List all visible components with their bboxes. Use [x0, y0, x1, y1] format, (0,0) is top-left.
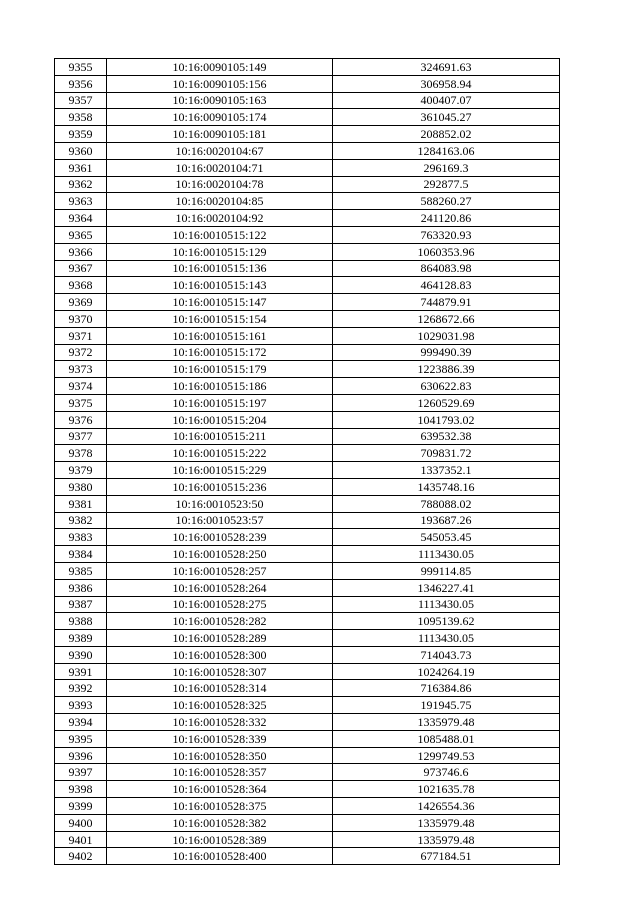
row-number-cell: 9356 [55, 75, 107, 92]
cadastral-number-cell: 10:16:0010515:122 [107, 226, 333, 243]
row-number-cell: 9384 [55, 546, 107, 563]
value-cell: 999490.39 [333, 344, 560, 361]
cadastral-number-cell: 10:16:0020104:85 [107, 193, 333, 210]
table-row [55, 226, 560, 243]
value-cell: 714043.73 [333, 646, 560, 663]
cadastral-number-cell: 10:16:0010515:161 [107, 327, 333, 344]
value-cell: 306958.94 [333, 75, 560, 92]
table-row [55, 411, 560, 428]
cadastral-number-cell: 10:16:0090105:149 [107, 59, 333, 76]
value-cell: 1337352.1 [333, 462, 560, 479]
row-number-cell: 9393 [55, 697, 107, 714]
cadastral-number-cell: 10:16:0090105:174 [107, 109, 333, 126]
cadastral-number-cell: 10:16:0010528:357 [107, 764, 333, 781]
value-cell: 763320.93 [333, 226, 560, 243]
table-row [55, 764, 560, 781]
table-row [55, 243, 560, 260]
value-cell: 1060353.96 [333, 243, 560, 260]
cadastral-number-cell: 10:16:0010515:229 [107, 462, 333, 479]
table-row [55, 109, 560, 126]
cadastral-number-cell: 10:16:0010528:257 [107, 562, 333, 579]
table-row [55, 512, 560, 529]
table-row [55, 142, 560, 159]
value-cell: 193687.26 [333, 512, 560, 529]
row-number-cell: 9362 [55, 176, 107, 193]
row-number-cell: 9366 [55, 243, 107, 260]
table-body [55, 59, 560, 865]
table-row [55, 59, 560, 76]
row-number-cell: 9401 [55, 831, 107, 848]
value-cell: 639532.38 [333, 428, 560, 445]
cadastral-number-cell: 10:16:0010515:236 [107, 478, 333, 495]
table-row [55, 613, 560, 630]
row-number-cell: 9379 [55, 462, 107, 479]
cadastral-number-cell: 10:16:0010528:389 [107, 831, 333, 848]
row-number-cell: 9390 [55, 646, 107, 663]
table-row [55, 546, 560, 563]
cadastral-number-cell: 10:16:0010528:282 [107, 613, 333, 630]
table-row [55, 310, 560, 327]
table-row [55, 831, 560, 848]
cadastral-number-cell: 10:16:0010515:204 [107, 411, 333, 428]
row-number-cell: 9365 [55, 226, 107, 243]
cadastral-number-cell: 10:16:0010523:50 [107, 495, 333, 512]
table-row [55, 344, 560, 361]
table-row [55, 562, 560, 579]
cadastral-number-cell: 10:16:0010528:300 [107, 646, 333, 663]
value-cell: 788088.02 [333, 495, 560, 512]
cadastral-number-cell: 10:16:0010528:239 [107, 529, 333, 546]
value-cell: 1113430.05 [333, 596, 560, 613]
table-row [55, 378, 560, 395]
table-row [55, 260, 560, 277]
cadastral-number-cell: 10:16:0010515:129 [107, 243, 333, 260]
value-cell: 361045.27 [333, 109, 560, 126]
table-row [55, 462, 560, 479]
table-row [55, 798, 560, 815]
table-row [55, 126, 560, 143]
cadastral-number-cell: 10:16:0010515:143 [107, 277, 333, 294]
table-row [55, 730, 560, 747]
cadastral-number-cell: 10:16:0020104:78 [107, 176, 333, 193]
cadastral-number-cell: 10:16:0090105:163 [107, 92, 333, 109]
value-cell: 296169.3 [333, 159, 560, 176]
row-number-cell: 9369 [55, 294, 107, 311]
row-number-cell: 9361 [55, 159, 107, 176]
value-cell: 1085488.01 [333, 730, 560, 747]
cadastral-number-cell: 10:16:0010528:307 [107, 663, 333, 680]
cadastral-number-cell: 10:16:0010515:147 [107, 294, 333, 311]
table-row [55, 697, 560, 714]
value-cell: 1113430.05 [333, 630, 560, 647]
row-number-cell: 9380 [55, 478, 107, 495]
cadastral-number-cell: 10:16:0010515:186 [107, 378, 333, 395]
table-row [55, 646, 560, 663]
value-cell: 1335979.48 [333, 814, 560, 831]
row-number-cell: 9395 [55, 730, 107, 747]
cadastral-number-cell: 10:16:0010528:325 [107, 697, 333, 714]
value-cell: 1223886.39 [333, 361, 560, 378]
value-cell: 999114.85 [333, 562, 560, 579]
row-number-cell: 9367 [55, 260, 107, 277]
row-number-cell: 9377 [55, 428, 107, 445]
value-cell: 716384.86 [333, 680, 560, 697]
value-cell: 545053.45 [333, 529, 560, 546]
value-cell: 1024264.19 [333, 663, 560, 680]
value-cell: 1299749.53 [333, 747, 560, 764]
table-row [55, 579, 560, 596]
row-number-cell: 9371 [55, 327, 107, 344]
table-row [55, 176, 560, 193]
row-number-cell: 9375 [55, 394, 107, 411]
row-number-cell: 9383 [55, 529, 107, 546]
value-cell: 1113430.05 [333, 546, 560, 563]
row-number-cell: 9396 [55, 747, 107, 764]
table-row [55, 663, 560, 680]
row-number-cell: 9388 [55, 613, 107, 630]
value-cell: 324691.63 [333, 59, 560, 76]
table-row [55, 596, 560, 613]
value-cell: 1335979.48 [333, 831, 560, 848]
row-number-cell: 9368 [55, 277, 107, 294]
row-number-cell: 9398 [55, 781, 107, 798]
row-number-cell: 9363 [55, 193, 107, 210]
table-row [55, 193, 560, 210]
cadastral-number-cell: 10:16:0010515:211 [107, 428, 333, 445]
table-row [55, 814, 560, 831]
table-row [55, 294, 560, 311]
row-number-cell: 9402 [55, 848, 107, 865]
value-cell: 1095139.62 [333, 613, 560, 630]
table-row [55, 394, 560, 411]
table-row [55, 75, 560, 92]
row-number-cell: 9373 [55, 361, 107, 378]
row-number-cell: 9358 [55, 109, 107, 126]
value-cell: 1021635.78 [333, 781, 560, 798]
row-number-cell: 9385 [55, 562, 107, 579]
table-row [55, 210, 560, 227]
cadastral-number-cell: 10:16:0090105:181 [107, 126, 333, 143]
cadastral-number-cell: 10:16:0010515:222 [107, 445, 333, 462]
cadastral-number-cell: 10:16:0090105:156 [107, 75, 333, 92]
table-row [55, 781, 560, 798]
value-cell: 464128.83 [333, 277, 560, 294]
row-number-cell: 9394 [55, 714, 107, 731]
value-cell: 973746.6 [333, 764, 560, 781]
table-row [55, 680, 560, 697]
row-number-cell: 9389 [55, 630, 107, 647]
cadastral-number-cell: 10:16:0010528:339 [107, 730, 333, 747]
row-number-cell: 9360 [55, 142, 107, 159]
value-cell: 1029031.98 [333, 327, 560, 344]
table-row [55, 327, 560, 344]
table-row [55, 92, 560, 109]
table-row [55, 277, 560, 294]
value-cell: 400407.07 [333, 92, 560, 109]
row-number-cell: 9364 [55, 210, 107, 227]
cadastral-number-cell: 10:16:0010528:350 [107, 747, 333, 764]
row-number-cell: 9357 [55, 92, 107, 109]
row-number-cell: 9382 [55, 512, 107, 529]
value-cell: 1041793.02 [333, 411, 560, 428]
table-row [55, 848, 560, 865]
value-cell: 588260.27 [333, 193, 560, 210]
table-row [55, 159, 560, 176]
cadastral-number-cell: 10:16:0010528:250 [107, 546, 333, 563]
table-row [55, 495, 560, 512]
row-number-cell: 9378 [55, 445, 107, 462]
table-row [55, 478, 560, 495]
cadastral-number-cell: 10:16:0010515:172 [107, 344, 333, 361]
value-cell: 1426554.36 [333, 798, 560, 815]
cadastral-number-cell: 10:16:0010515:179 [107, 361, 333, 378]
row-number-cell: 9400 [55, 814, 107, 831]
value-cell: 1268672.66 [333, 310, 560, 327]
value-cell: 191945.75 [333, 697, 560, 714]
value-cell: 1260529.69 [333, 394, 560, 411]
cadastral-number-cell: 10:16:0010523:57 [107, 512, 333, 529]
table-row [55, 445, 560, 462]
value-cell: 208852.02 [333, 126, 560, 143]
row-number-cell: 9387 [55, 596, 107, 613]
cadastral-number-cell: 10:16:0010528:382 [107, 814, 333, 831]
row-number-cell: 9392 [55, 680, 107, 697]
table-row [55, 428, 560, 445]
cadastral-number-cell: 10:16:0010528:289 [107, 630, 333, 647]
cadastral-number-cell: 10:16:0020104:92 [107, 210, 333, 227]
cadastral-number-cell: 10:16:0010528:275 [107, 596, 333, 613]
row-number-cell: 9374 [55, 378, 107, 395]
value-cell: 864083.98 [333, 260, 560, 277]
value-cell: 292877.5 [333, 176, 560, 193]
cadastral-number-cell: 10:16:0020104:71 [107, 159, 333, 176]
cadastral-number-cell: 10:16:0010515:136 [107, 260, 333, 277]
value-cell: 1346227.41 [333, 579, 560, 596]
value-cell: 744879.91 [333, 294, 560, 311]
table-row [55, 747, 560, 764]
cadastral-number-cell: 10:16:0010528:264 [107, 579, 333, 596]
value-cell: 630622.83 [333, 378, 560, 395]
row-number-cell: 9359 [55, 126, 107, 143]
cadastral-number-cell: 10:16:0010528:400 [107, 848, 333, 865]
value-cell: 1284163.06 [333, 142, 560, 159]
value-cell: 1335979.48 [333, 714, 560, 731]
value-cell: 677184.51 [333, 848, 560, 865]
row-number-cell: 9372 [55, 344, 107, 361]
table-row [55, 529, 560, 546]
row-number-cell: 9397 [55, 764, 107, 781]
cadastral-number-cell: 10:16:0010515:154 [107, 310, 333, 327]
value-cell: 1435748.16 [333, 478, 560, 495]
value-cell: 709831.72 [333, 445, 560, 462]
cadastral-number-cell: 10:16:0010528:364 [107, 781, 333, 798]
value-cell: 241120.86 [333, 210, 560, 227]
cadastral-number-cell: 10:16:0010528:314 [107, 680, 333, 697]
row-number-cell: 9355 [55, 59, 107, 76]
table-row [55, 630, 560, 647]
row-number-cell: 9391 [55, 663, 107, 680]
cadastral-number-cell: 10:16:0010515:197 [107, 394, 333, 411]
cadastral-number-cell: 10:16:0010528:375 [107, 798, 333, 815]
row-number-cell: 9370 [55, 310, 107, 327]
cadastral-number-cell: 10:16:0010528:332 [107, 714, 333, 731]
row-number-cell: 9386 [55, 579, 107, 596]
cadastral-number-cell: 10:16:0020104:67 [107, 142, 333, 159]
table-row [55, 714, 560, 731]
table-row [55, 361, 560, 378]
row-number-cell: 9399 [55, 798, 107, 815]
row-number-cell: 9376 [55, 411, 107, 428]
row-number-cell: 9381 [55, 495, 107, 512]
cadastral-value-table [54, 58, 560, 865]
